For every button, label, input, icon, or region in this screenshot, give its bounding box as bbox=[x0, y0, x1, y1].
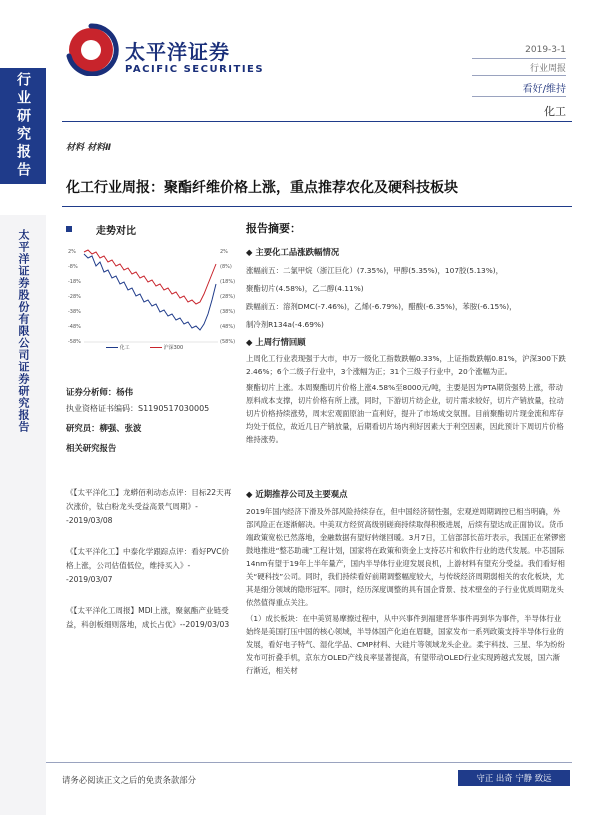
related-heading: 相关研究报告 bbox=[66, 443, 117, 453]
header-divider-2 bbox=[472, 75, 566, 76]
y-tick-right: 2% bbox=[220, 249, 228, 255]
section-1-body bbox=[246, 264, 566, 331]
y-tick-right: (38%) bbox=[220, 309, 236, 315]
y-tick: -48% bbox=[68, 324, 81, 330]
sidebar-company-label: 太平洋证券股份有限公司证券研究报告 bbox=[0, 215, 46, 815]
section-2-heading bbox=[246, 336, 306, 348]
trend-heading: 走势对比 bbox=[96, 226, 136, 237]
price-change-line: 涨幅前五：二氯甲烷（浙江巨化）(7.35%)，甲醇(5.35%)，107胶(5.13%)， bbox=[246, 266, 504, 275]
y-tick-right: (58%) bbox=[220, 339, 236, 345]
trend-section-marker bbox=[66, 226, 72, 232]
price-change-line: 聚酯切片(4.58%)，乙二醇(4.11%) bbox=[246, 284, 364, 293]
footer-rule bbox=[46, 762, 572, 763]
legend-swatch-chemical bbox=[106, 347, 118, 348]
brand-name-cn: 太平洋证券 bbox=[125, 40, 230, 64]
section-3-heading bbox=[246, 488, 348, 500]
diamond-icon: ◆ bbox=[246, 489, 253, 499]
logo-mark bbox=[64, 18, 122, 76]
researchers: 研究员：柳强、张波 bbox=[66, 423, 142, 433]
sector-label: 化工 bbox=[544, 105, 566, 118]
footer-disclaimer: 请务必阅读正文之后的免责条款部分 bbox=[62, 775, 196, 785]
analyst-line bbox=[66, 386, 234, 398]
top-rule bbox=[62, 121, 572, 122]
header-divider-3 bbox=[472, 96, 566, 97]
related-report-1[interactable]: 《【太平洋化工】龙蟒佰利动态点评：目标22天再次涨价，钛白粉龙头受益高景气周期》--2019/03/08 bbox=[66, 488, 232, 525]
paragraph: 聚酯切片上涨。本周聚酯切片价格上涨4.58%至8000元/吨，主要是因为PTA期货强势上涨，带动原料成本支撑，切片价格有所上涨，同时，下游切片纺企业，切片需求较好，切片产销放量，拉动切片价格持续涨势，周末宏观面原油一直利好，提升了市场成交氛围。目前聚酯切片现金流和库存均处于低位，故近几日产销放量，后期看切片场内利好因素大于利空因素，因此预计下周切片价格维持涨势。 bbox=[246, 383, 564, 444]
diamond-icon: ◆ bbox=[246, 337, 253, 347]
section-3-body bbox=[246, 505, 566, 760]
y-tick-right: (18%) bbox=[220, 279, 236, 285]
legend-label-hs300: 沪深300 bbox=[163, 345, 184, 351]
report-date: 2019-3-1 bbox=[525, 45, 566, 55]
y-tick-right: (48%) bbox=[220, 324, 236, 330]
related-report-3[interactable]: 《【太平洋化工周报】MDI上涨，聚氨酯产业链受益，科创板细则落地，成长占优》--2019/03/03 bbox=[66, 606, 230, 629]
y-tick: -18% bbox=[68, 279, 81, 285]
legend-chemical bbox=[106, 344, 130, 351]
header-divider-1 bbox=[472, 58, 566, 59]
report-type: 行业周报 bbox=[529, 64, 566, 74]
analyst-name: 杨伟 bbox=[116, 387, 133, 397]
brand-name-en: PACIFIC SECURITIES bbox=[125, 64, 265, 75]
paragraph: （1）成长板块：在中美贸易摩擦过程中，从中兴事件到福建晋华事件再到华为事件，半导体行业始终是美国打压中国的核心领域，半导体国产化迫在眉睫，国家发布一系列政策支持半导体行业的发展，看好电子特气、湿化学品、CMP材料、大硅片等领域龙头企业。柔宇科技、三星、华为纷纷发布可折叠手机，京东方OLED产线良率显著提高，有望带动OLED行业实现跨越式发展，国六渐行渐近，相关材 bbox=[246, 614, 566, 675]
y-tick: -38% bbox=[68, 309, 81, 315]
footer-motto: 守正 出奇 宁静 致远 bbox=[458, 770, 570, 786]
report-title: 化工行业周报：聚酯纤维价格上涨，重点推荐农化及硬科技板块 bbox=[66, 180, 458, 196]
price-change-line: 跌幅前五：溶剂DMC(-7.46%)，乙烯(-6.79%)，醋酸(-6.35%)，苯胺(-6.15%)， bbox=[246, 302, 517, 311]
analyst-cert: 执业资格证书编码：S1190517030005 bbox=[66, 404, 210, 413]
summary-heading: 报告摘要： bbox=[246, 222, 301, 235]
trend-chart bbox=[66, 244, 236, 354]
related-report-2[interactable]: 《【太平洋化工】中泰化学跟踪点评：看好PVC价格上涨，公司估值低位，维持买入》--2019/03/07 bbox=[66, 547, 230, 584]
industry-tags: 材料 材料Ⅱ bbox=[66, 143, 112, 153]
section-1-heading bbox=[246, 246, 339, 258]
legend-label-chemical: 化工 bbox=[119, 345, 130, 351]
paragraph: 上周化工行业表现强于大市，申万一级化工指数跌幅0.33%，上证指数跌幅0.81%，沪深300下跌2.46%；6个二级子行业中，3个涨幅为正；31个三级子行业中，20个涨幅为正。 bbox=[246, 354, 566, 376]
rating: 看好/维持 bbox=[522, 84, 566, 95]
analyst-label: 证券分析师： bbox=[66, 387, 117, 397]
legend-swatch-hs300 bbox=[150, 347, 162, 348]
price-change-line: 制冷剂R134a(-4.69%) bbox=[246, 320, 324, 329]
series-hs300 bbox=[84, 250, 216, 304]
trend-chart-svg bbox=[66, 244, 236, 354]
paragraph: 2019年国内经济下滑及外部风险持续存在，但中国经济韧性强，宏观逆周期调控已相当明确，外部风险正在逐渐解决。中美双方经贸高级别磋商持续取得积极进展，后续有望达成正面协议。货币端政策宽松已然落地，金融数据有望好转继回暖。3月7日，工信部部长苗圩表示，我国正在紧锣密鼓地推进“整芯助魂”工程计划，国家将在政策和资金上支持芯片和软件行业的迭代发展。中芯国际14nm有望于19年上半年量产，国内半导体行业迎发展良机，上游材料有望充分受益。我们看好相关“硬科技”公司。同时，我们持续看好前期调整幅度较大，与传统经济周期弱相关的农化板块，尤其是细分领域的隐形冠军。同时，经历深度调整的具有国企背景、技术壁垒的子行业优质周期龙头依然值得重点关注。 bbox=[246, 507, 566, 607]
diamond-icon: ◆ bbox=[246, 247, 253, 257]
series-chemical bbox=[84, 254, 216, 330]
section-1-title: 主要化工品涨跌幅情况 bbox=[255, 247, 340, 257]
section-3-title: 近期推荐公司及主要观点 bbox=[255, 489, 348, 499]
legend-hs300 bbox=[150, 344, 183, 351]
title-rule bbox=[62, 206, 572, 207]
y-tick-right: (8%) bbox=[220, 264, 232, 270]
y-tick-right: (28%) bbox=[220, 294, 236, 300]
section-2-title: 上周行情回顾 bbox=[255, 337, 306, 347]
sidebar-report-category: 行业研究报告 bbox=[0, 68, 46, 184]
y-tick: -8% bbox=[68, 264, 78, 270]
y-tick: -28% bbox=[68, 294, 81, 300]
y-tick: -58% bbox=[68, 339, 81, 345]
section-2-body bbox=[246, 352, 566, 446]
y-tick: 2% bbox=[68, 249, 76, 255]
